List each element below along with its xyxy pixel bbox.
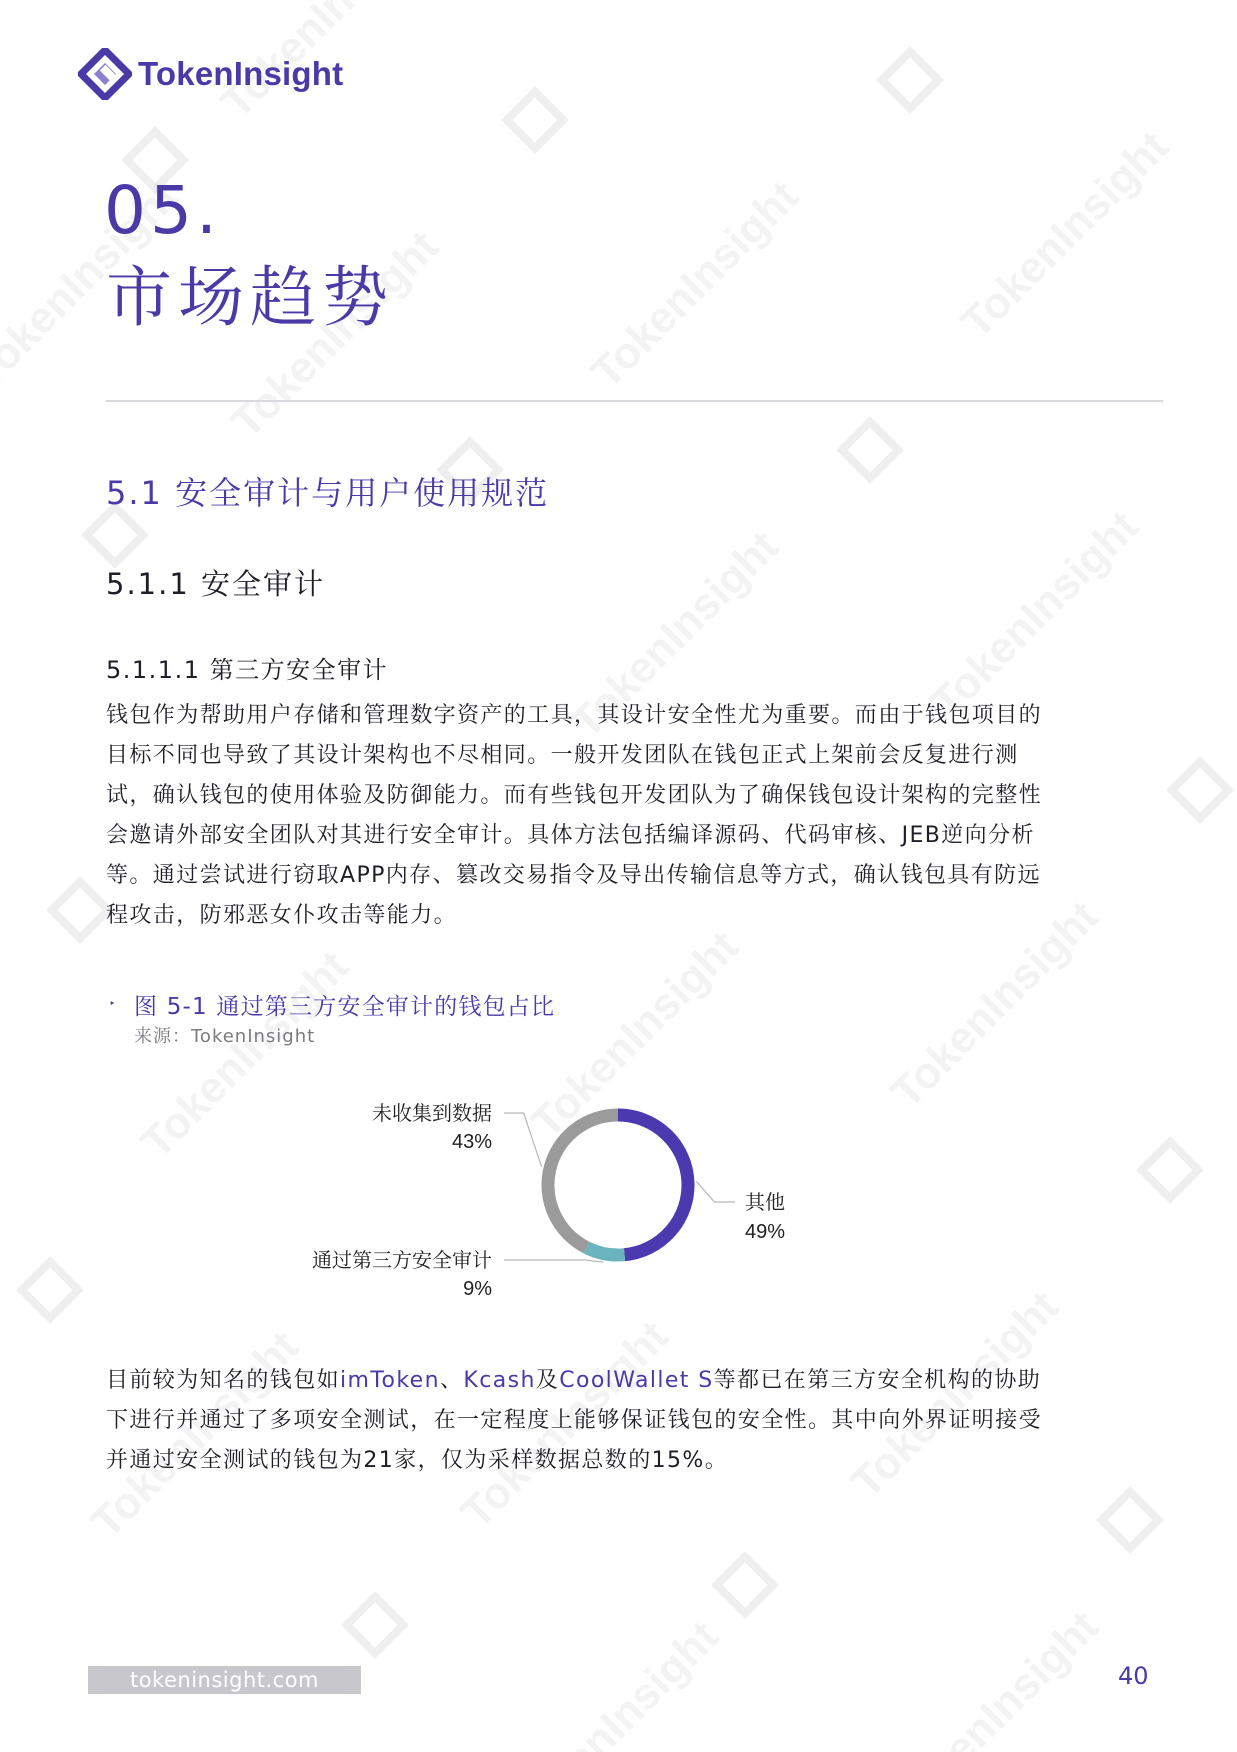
leader-line (696, 1181, 735, 1202)
leader-lines (504, 1113, 735, 1262)
body-paragraph: 钱包作为帮助用户存储和管理数字资产的工具，其设计安全性尤为重要。而由于钱包项目的目标不同也导致了其设计架构也不尽相同。一般开发团队在钱包正式上架前会反复进行测试，确认钱包的使用体验及防御能力。而有些钱包开发团队为了确保钱包设计架构的完整性会邀请外部安全团队对其进行安全审计。具体方法包括编译源码、代码审核、JEB逆向分析等。通过尝试进行窃取APP内存、篡改交易指令及导出传输信息等方式，确认钱包具有防远程攻击，防邪恶女仆攻击等能力。 (106, 703, 1043, 928)
donut-slice (618, 1115, 688, 1255)
watermark-text (502, 1612, 729, 1752)
slice-label-name: 通过第三方安全审计 (312, 1250, 492, 1272)
watermark-text (882, 1602, 1109, 1752)
chapter-number: 05. (104, 172, 221, 249)
tokeninsight-logo-icon (78, 48, 132, 100)
body-text: 目前较为知名的钱包如 (106, 1368, 341, 1393)
wallet-name: Kcash (463, 1368, 536, 1393)
body-text: 、 (439, 1368, 464, 1393)
watermark-text (922, 502, 1149, 729)
subsection-title: 5.1.1 安全审计 (106, 567, 326, 601)
donut-slice (587, 1248, 625, 1255)
body-text: 及 (535, 1368, 560, 1393)
watermark-text (582, 172, 809, 399)
wallet-name: CoolWallet S (559, 1368, 714, 1393)
donut-ring (548, 1115, 688, 1255)
leader-line (504, 1260, 603, 1262)
watermark-logo-icon (703, 1543, 788, 1628)
donut-chart (0, 1080, 1237, 1320)
figure-bullet-icon: ‣ (109, 997, 116, 1010)
brand-name: TokenInsight (138, 55, 344, 92)
slice-label-value: 9% (463, 1278, 492, 1300)
watermark-logo-icon (493, 78, 578, 163)
wallet-name: imToken (340, 1368, 440, 1393)
slice-label-name: 未收集到数据 (372, 1103, 492, 1125)
chapter-title: 市场趋势 (106, 259, 394, 336)
slice-label-value: 49% (745, 1221, 786, 1243)
slice-label-value: 43% (451, 1131, 492, 1153)
body-paragraph (106, 1361, 1056, 1481)
donut-slice (548, 1115, 618, 1248)
leader-line (504, 1113, 542, 1167)
body-text: 等都已在第三方安全机构的协助下进行并通过了多项安全测试，在一定程度上能够保证钱包的安全性。其中向外界证明接受并通过安全测试的钱包为21家，仅为采样数据总数的15%。 (106, 1368, 1043, 1473)
footer-url[interactable]: tokeninsight.com (129, 1668, 320, 1692)
divider (106, 400, 1163, 402)
page-number: 40 (1118, 1662, 1149, 1690)
figure-source: 来源：TokenInsight (134, 1026, 316, 1047)
watermark-logo-icon (1088, 1478, 1173, 1563)
watermark-logo-icon (868, 38, 953, 123)
watermark-logo-icon (333, 1583, 418, 1668)
figure-title: 图 5-1 通过第三方安全审计的钱包占比 (134, 994, 556, 1020)
watermark-logo-icon (828, 408, 913, 493)
brand-logo (78, 48, 343, 100)
section-title: 5.1 安全审计与用户使用规范 (106, 474, 550, 512)
watermark-text (952, 122, 1179, 349)
watermark-logo-icon (1158, 748, 1237, 833)
subsubsection-title: 5.1.1.1 第三方安全审计 (106, 656, 389, 684)
slice-label-name: 其他 (745, 1192, 785, 1214)
